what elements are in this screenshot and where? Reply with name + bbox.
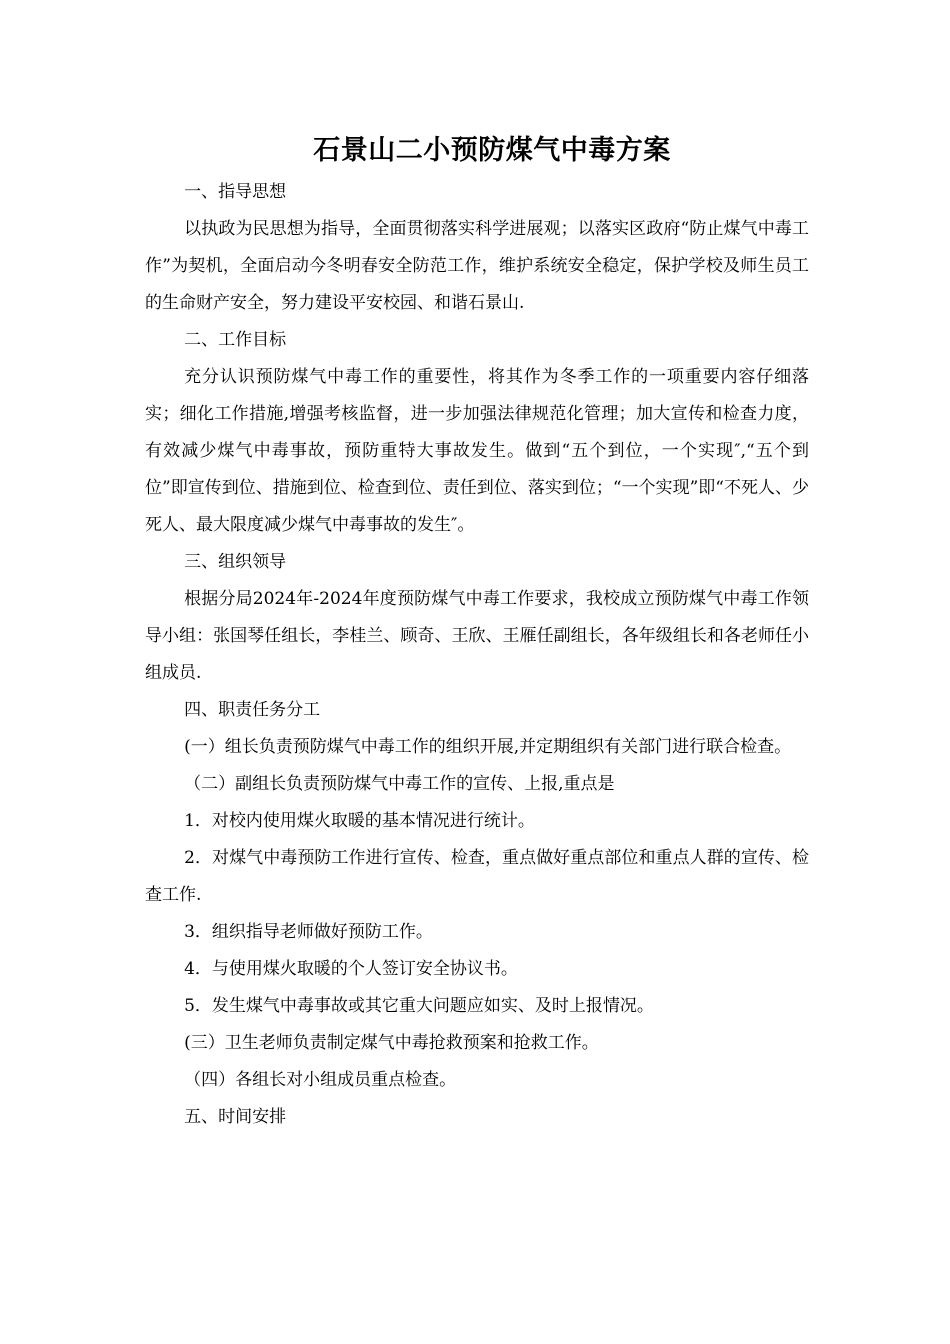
list-item-2: 2．对煤气中毒预防工作进行宣传、检查，重点做好重点部位和重点人群的宣传、检查工作. [145, 848, 809, 905]
section-heading-guiding-ideology: 一、指导思想 [184, 182, 287, 202]
list-item-5: 5．发生煤气中毒事故或其它重大问题应如实、及时上报情况。 [184, 996, 654, 1016]
section-heading-responsibilities: 四、职责任务分工 [184, 700, 321, 720]
paragraph-organization: 根据分局2024年-2024年度预防煤气中毒工作要求，我校成立预防煤气中毒工作领导小组：张国琴任组长，李桂兰、顾奇、王欣、王雁任副组长，各年级组长和各老师任小组成员. [145, 589, 809, 683]
list-item-1: 1．对校内使用煤火取暖的基本情况进行统计。 [184, 811, 535, 831]
paragraph-responsibility-2: （二）副组长负责预防煤气中毒工作的宣传、上报,重点是 [184, 774, 615, 794]
section-heading-organization: 三、组织领导 [184, 552, 287, 572]
section-heading-schedule: 五、时间安排 [184, 1107, 287, 1127]
paragraph-responsibility-4: （四）各组长对小组成员重点检查。 [184, 1070, 457, 1090]
section-heading-work-goals: 二、工作目标 [184, 330, 287, 350]
document-title: 石景山二小预防煤气中毒方案 [313, 135, 671, 166]
list-item-3: 3．组织指导老师做好预防工作。 [184, 922, 433, 942]
paragraph-work-goals: 充分认识预防煤气中毒工作的重要性，将其作为冬季工作的一项重要内容仔细落实；细化工作措施,增强考核监督，进一步加强法律规范化管理；加大宣传和检查力度，有效减少煤气中毒事故，预防重特大事故发生。做到“五个到位，一个实现″,“五个到位”即宣传到位、措施到位、检查到位、责任到位、落实到位；“一个实现”即“不死人、少死人、最大限度减少煤气中毒事故的发生″。 [145, 367, 809, 535]
list-item-4: 4．与使用煤火取暖的个人签订安全协议书。 [184, 959, 518, 979]
document-body [145, 128, 809, 1136]
paragraph-guiding-ideology: 以执政为民思想为指导，全面贯彻落实科学进展观；以落实区政府“防止煤气中毒工作”为契机，全面启动今冬明春安全防范工作，维护系统安全稳定，保护学校及师生员工的生命财产安全，努力建设平安校园、和谐石景山. [145, 219, 809, 313]
paragraph-responsibility-1: (一）组长负责预防煤气中毒工作的组织开展,并定期组织有关部门进行联合检查。 [184, 737, 792, 757]
paragraph-responsibility-3: (三）卫生老师负责制定煤气中毒抢救预案和抢救工作。 [184, 1033, 599, 1053]
